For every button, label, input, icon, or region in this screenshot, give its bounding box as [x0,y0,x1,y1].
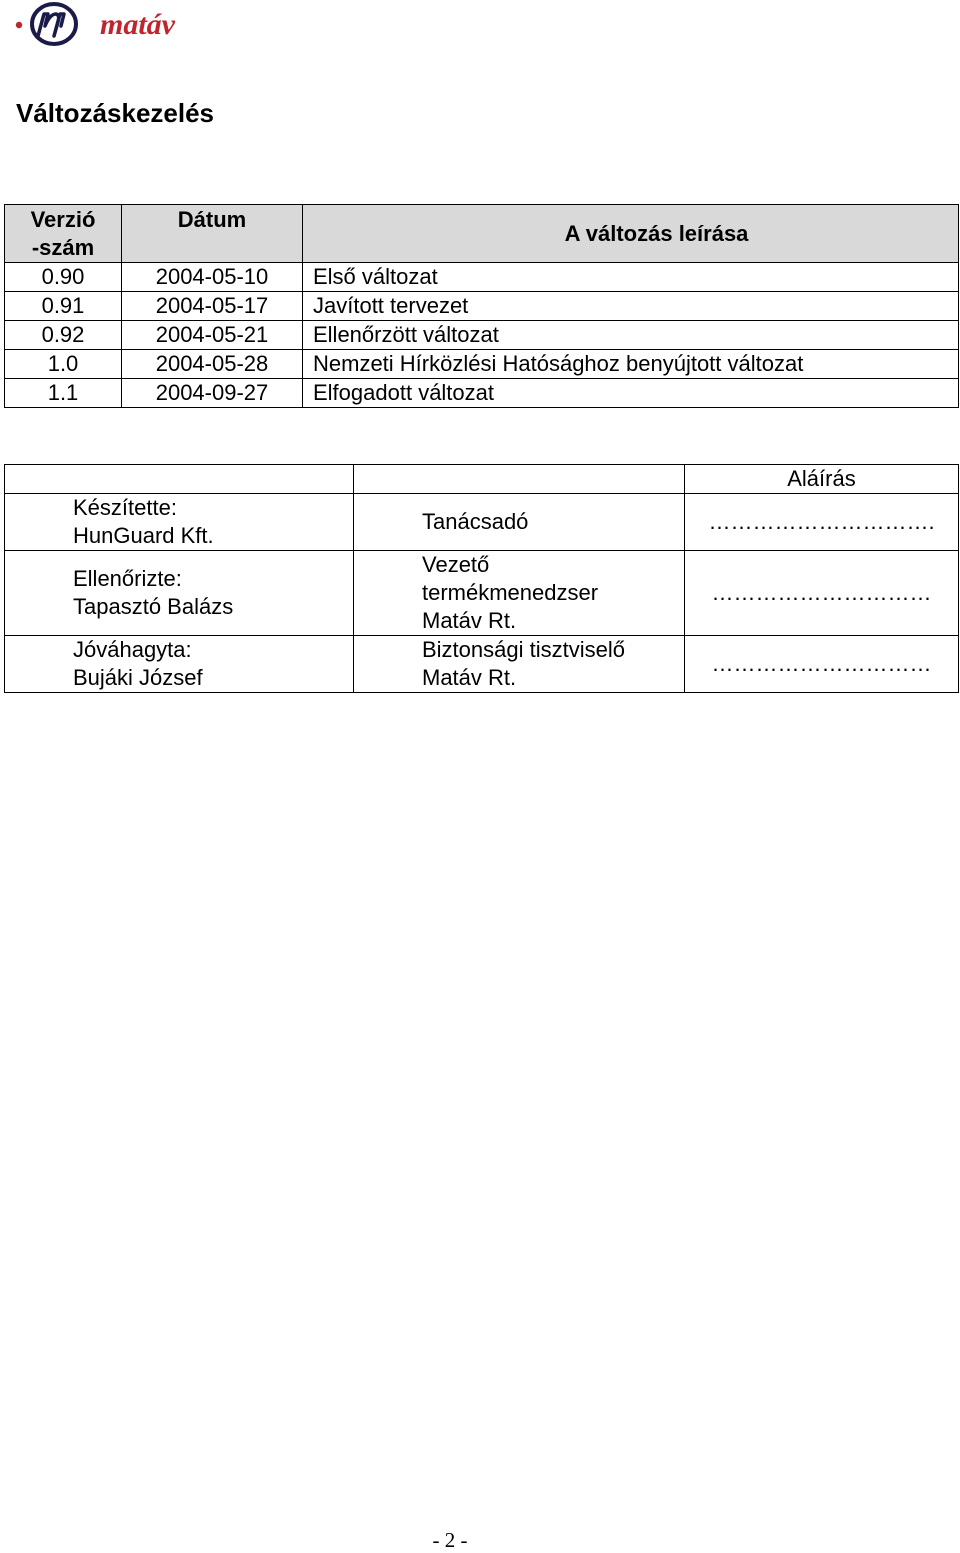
matav-logo [14,0,204,50]
prepared-by-cell [5,494,354,551]
person-name: Tapasztó Balázs [73,594,234,619]
header-description: A változás leírása [303,205,959,263]
signature-dots: ………………………… [711,651,932,676]
cell-version: 1.0 [5,350,122,379]
person-name: Bujáki József [73,665,203,690]
cell-version: 1.1 [5,379,122,408]
page-title: Változáskezelés [16,98,215,128]
position-line: Tanácsadó [422,509,529,534]
approved-by-cell [5,636,354,693]
signature-dots: …………………………. [708,509,935,534]
signature-table [4,464,959,693]
header-version-line-1: Verzió [30,206,96,232]
signature-line [685,494,959,551]
cell-date: 2004-05-10 [122,263,303,292]
position-line: Matáv Rt. [422,608,517,633]
table-header-row [5,205,959,263]
table-row [5,263,959,292]
cell-description: Javított tervezet [303,292,959,321]
cell-date: 2004-05-21 [122,321,303,350]
signature-row-checked [5,551,959,636]
logo-wordmark: matáv [100,8,175,41]
cell-date: 2004-05-28 [122,350,303,379]
position-line: Matáv Rt. [422,665,517,690]
header-version-line-2: -szám [31,234,95,260]
position-cell [354,551,685,636]
role-label: Készítette: [73,495,177,520]
table-row [5,379,959,408]
person-name: HunGuard Kft. [73,523,214,548]
signature-header: Aláírás [685,465,959,494]
position-cell [354,636,685,693]
cell-version: 0.90 [5,263,122,292]
signature-row-prepared [5,494,959,551]
role-label: Jóváhagyta: [73,637,192,662]
header-version [5,205,122,263]
cell-version: 0.92 [5,321,122,350]
position-line: termékmenedzser [422,580,599,605]
cell-date: 2004-09-27 [122,379,303,408]
position-line: Vezető [422,552,490,577]
header-date [122,205,303,263]
signature-line [685,636,959,693]
position-cell [354,494,685,551]
table-row [5,321,959,350]
header-date-label: Dátum [177,207,247,232]
signature-header-row [5,465,959,494]
table-row [5,292,959,321]
cell-description: Első változat [303,263,959,292]
position-line: Biztonsági tisztviselő [422,637,625,662]
signature-row-approved [5,636,959,693]
empty-cell [354,465,685,494]
cell-description: Elfogadott változat [303,379,959,408]
checked-by-cell [5,551,354,636]
page-number: - 2 - [432,1528,468,1552]
signature-dots: ………………………… [711,580,932,605]
cell-description: Nemzeti Hírközlési Hatósághoz benyújtott változat [303,350,959,379]
empty-cell [5,465,354,494]
cell-description: Ellenőrzött változat [303,321,959,350]
change-history-table [4,204,959,408]
cell-version: 0.91 [5,292,122,321]
table-row [5,350,959,379]
role-label: Ellenőrizte: [73,566,182,591]
cell-date: 2004-05-17 [122,292,303,321]
signature-line [685,551,959,636]
